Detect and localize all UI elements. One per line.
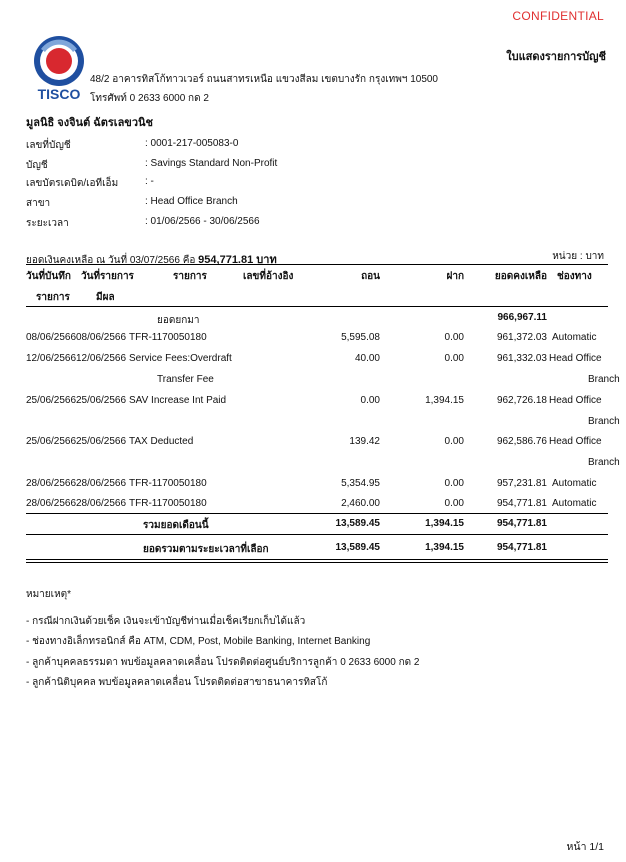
info-label-account-no: เลขที่บัญชี <box>26 140 71 151</box>
note-item: - กรณีฝากเงินด้วยเช็ค เงินจะเข้าบัญชีท่านเมื่อเช็คเรียกเก็บได้แล้ว <box>26 616 306 627</box>
bank-address: 48/2 อาคารทิสโก้ทาวเวอร์ ถนนสาทรเหนือ แขวงสีลม เขตบางรัก กรุงเทพฯ 10500 <box>90 74 438 85</box>
row-txn-date: 25/06/2566 <box>76 395 127 406</box>
header-txn-date: วันที่รายการ <box>81 271 134 282</box>
info-value-account-no: : 0001-217-005083-0 <box>145 138 239 149</box>
row-description: TFR-1170050180 <box>129 498 207 509</box>
row-deposit: 0.00 <box>444 498 464 509</box>
header-balance: ยอดคงเหลือ <box>494 271 547 282</box>
table-bottom-double-rule <box>26 562 608 563</box>
row-channel: Automatic <box>552 478 597 489</box>
monthly-total-balance: 954,771.81 <box>496 518 547 529</box>
row-channel-2: Branch <box>588 374 620 385</box>
row-record-date: 08/06/2566 <box>26 332 77 343</box>
header-deposit: ฝาก <box>446 271 464 282</box>
row-deposit: 0.00 <box>444 478 464 489</box>
row-withdraw: 139.42 <box>349 436 380 447</box>
row-channel-2: Branch <box>588 416 620 427</box>
monthly-total-withdraw: 13,589.45 <box>335 518 380 529</box>
row-record-date: 25/06/2566 <box>26 395 77 406</box>
row-withdraw: 5,354.95 <box>341 478 380 489</box>
header-channel: ช่องทาง <box>557 271 592 282</box>
table-top-rule <box>26 264 608 265</box>
info-value-branch: : Head Office Branch <box>145 196 238 207</box>
page-number: หน้า 1/1 <box>566 841 604 853</box>
row-description: TFR-1170050180 <box>129 332 207 343</box>
row-balance: 961,372.03 <box>496 332 547 343</box>
period-total-withdraw: 13,589.45 <box>335 542 380 553</box>
row-description: Service Fees:Overdraft <box>129 353 232 364</box>
row-withdraw: 40.00 <box>354 353 380 364</box>
row-record-date: 12/06/2566 <box>26 353 77 364</box>
row-withdraw: 2,460.00 <box>341 498 380 509</box>
row-deposit: 0.00 <box>444 332 464 343</box>
row-record-date: 28/06/2566 <box>26 478 77 489</box>
table-bottom-rule <box>26 559 608 560</box>
row-txn-date: 25/06/2566 <box>76 436 127 447</box>
row-txn-date: 28/06/2566 <box>76 478 127 489</box>
info-value-period: : 01/06/2566 - 30/06/2566 <box>145 216 260 227</box>
note-item: - ลูกค้านิติบุคคล พบข้อมูลคลาดเคลื่อน โปรดติดต่อสาขาธนาคารทิสโก้ <box>26 677 328 688</box>
document-title: ใบแสดงรายการบัญชี <box>506 51 606 63</box>
row-description: TFR-1170050180 <box>129 478 207 489</box>
row-balance: 962,726.18 <box>496 395 547 406</box>
header-bottom-rule <box>26 306 608 307</box>
period-total-deposit: 1,394.15 <box>425 542 464 553</box>
confidential-label: CONFIDENTIAL <box>512 9 604 23</box>
note-item: - ช่องทางอิเล็กทรอนิกส์ คือ ATM, CDM, Post, Mobile Banking, Internet Banking <box>26 636 371 647</box>
info-value-card: : - <box>145 176 154 187</box>
header-withdraw: ถอน <box>361 271 380 282</box>
monthly-total-label: รวมยอดเดือนนี้ <box>143 520 209 531</box>
row-description: TAX Deducted <box>129 436 194 447</box>
row-deposit: 0.00 <box>444 436 464 447</box>
period-total-balance: 954,771.81 <box>496 542 547 553</box>
row-channel: Head Office <box>549 395 602 406</box>
brought-forward-balance: 966,967.11 <box>497 312 547 323</box>
header-record-date-2: รายการ <box>36 292 70 303</box>
row-deposit: 0.00 <box>444 353 464 364</box>
row-balance: 962,586.76 <box>496 436 547 447</box>
row-channel: Automatic <box>552 332 597 343</box>
row-txn-date: 08/06/2566 <box>76 332 127 343</box>
row-txn-date: 12/06/2566 <box>76 353 127 364</box>
header-reference: เลขที่อ้างอิง <box>243 271 294 282</box>
logo-text: TISCO <box>37 86 81 102</box>
row-channel: Head Office <box>549 353 602 364</box>
notes-title: หมายเหตุ* <box>26 589 72 600</box>
period-total-top-rule <box>26 534 608 535</box>
tisco-logo <box>33 35 85 103</box>
info-label-period: ระยะเวลา <box>26 218 69 229</box>
bank-phone: โทรศัพท์ 0 2633 6000 กด 2 <box>90 93 209 104</box>
monthly-total-top-rule <box>26 513 608 514</box>
row-channel: Head Office <box>549 436 602 447</box>
monthly-total-deposit: 1,394.15 <box>425 518 464 529</box>
info-label-card: เลขบัตรเดบิต/เอทีเอ็ม <box>26 178 119 189</box>
row-txn-date: 28/06/2566 <box>76 498 127 509</box>
row-balance: 961,332.03 <box>496 353 547 364</box>
row-deposit: 1,394.15 <box>425 395 464 406</box>
row-record-date: 25/06/2566 <box>26 436 77 447</box>
balance-summary <box>26 250 277 268</box>
row-record-date: 28/06/2566 <box>26 498 77 509</box>
brought-forward-label: ยอดยกมา <box>157 315 200 326</box>
header-record-date: วันที่บันทึก <box>26 271 71 282</box>
note-item: - ลูกค้าบุคคลธรรมดา พบข้อมูลคลาดเคลื่อน โปรดติดต่อศูนย์บริการลูกค้า 0 2633 6000 กด 2 <box>26 657 420 668</box>
period-total-label: ยอดรวมตามระยะเวลาที่เลือก <box>143 544 269 555</box>
balance-prefix: ยอดเงินคงเหลือ ณ วันที่ 03/07/2566 คือ <box>26 255 199 266</box>
row-withdraw: 5,595.08 <box>341 332 380 343</box>
row-balance: 954,771.81 <box>496 498 547 509</box>
info-label-branch: สาขา <box>26 198 51 209</box>
row-description: SAV Increase Int Paid <box>129 395 227 406</box>
info-value-account-type: : Savings Standard Non-Profit <box>145 158 278 169</box>
row-description-2: Transfer Fee <box>157 374 214 385</box>
row-channel-2: Branch <box>588 457 620 468</box>
header-description: รายการ <box>173 271 207 282</box>
info-label-account-type: บัญชี <box>26 160 48 171</box>
row-channel: Automatic <box>552 498 597 509</box>
balance-amount: 954,771.81 บาท <box>198 254 277 266</box>
account-name: มูลนิธิ จงจินต์ ฉัตรเลขวนิช <box>26 117 153 129</box>
header-txn-date-2: มีผล <box>96 292 115 303</box>
row-withdraw: 0.00 <box>360 395 380 406</box>
row-balance: 957,231.81 <box>496 478 547 489</box>
unit-label: หน่วย : บาท <box>552 251 604 262</box>
